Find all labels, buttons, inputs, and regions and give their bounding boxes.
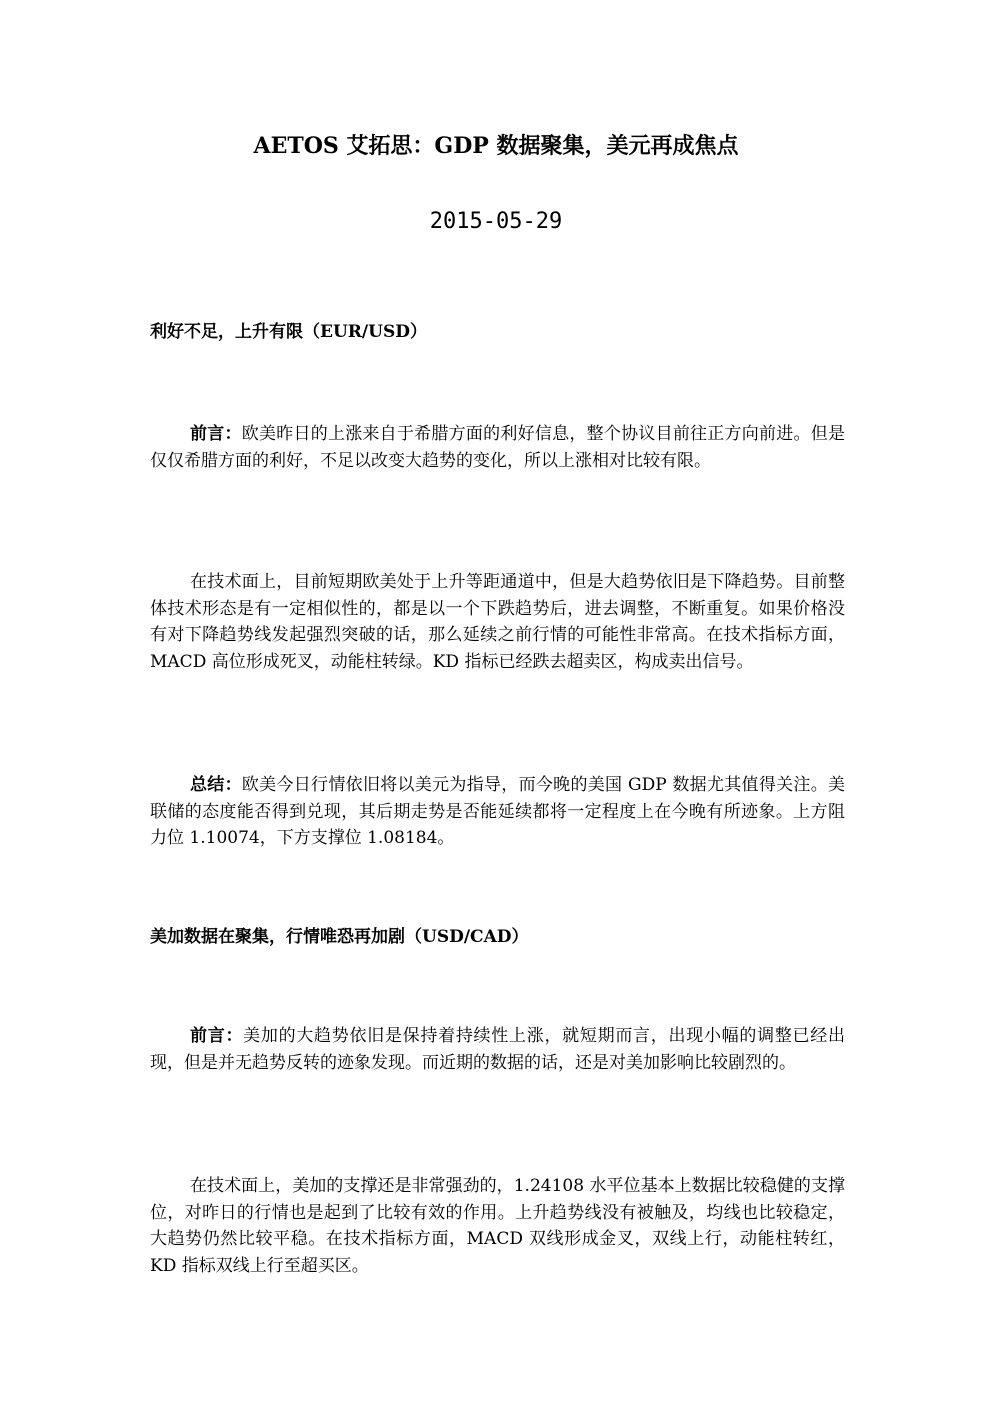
eurusd-intro-lead: 前言：	[190, 424, 242, 444]
usdcad-intro-lead: 前言：	[190, 1026, 244, 1046]
usdcad-technical-paragraph: 在技术面上，美加的支撑还是非常强劲的，1.24108 水平位基本上数据比较稳健的支撑位，对昨日的行情也是起到了比较有效的作用。上升趋势线没有被触及，均线也比较稳定，大趋势仍然比较平稳。在技术指标方面，MACD 双线形成金叉，双线上行，动能柱转红，KD 指标双线上行至超买区。	[150, 1176, 845, 1276]
eurusd-summary-lead: 总结：	[190, 775, 242, 795]
section-heading-eurusd: 利好不足，上升有限（EUR/USD）	[150, 322, 427, 342]
document-title: AETOS 艾拓思：GDP 数据聚集，美元再成焦点	[253, 133, 739, 159]
eurusd-intro-text: 欧美昨日的上涨来自于希腊方面的利好信息，整个协议目前往正方向前进。但是仅仅希腊方面的利好，不足以改变大趋势的变化，所以上涨相对比较有限。	[150, 424, 846, 471]
eurusd-summary-paragraph	[150, 772, 845, 852]
section-heading-usdcad: 美加数据在聚集，行情唯恐再加剧（USD/CAD）	[150, 927, 529, 947]
usdcad-intro-text: 美加的大趋势依旧是保持着持续性上涨，就短期而言，出现小幅的调整已经出现，但是并无趋势反转的迹象发现。而近期的数据的话，还是对美加影响比较剧烈的。	[150, 1026, 846, 1073]
eurusd-summary-text: 欧美今日行情依旧将以美元为指导，而今晚的美国 GDP 数据尤其值得关注。美联储的态度能否得到兑现，其后期走势是否能延续都将一定程度上在今晚有所迹象。上方阻力位 1.10074，下方支撑位 1.08184。	[150, 775, 845, 848]
document-date: 2015-05-29	[429, 209, 563, 234]
eurusd-technical-paragraph: 在技术面上，目前短期欧美处于上升等距通道中，但是大趋势依旧是下降趋势。目前整体技术形态是有一定相似性的，都是以一个下跌趋势后，进去调整，不断重复。如果价格没有对下降趋势线发起强烈突破的话，那么延续之前行情的可能性非常高。在技术指标方面，MACD 高位形成死叉，动能柱转绿。KD 指标已经跌去超卖区，构成卖出信号。	[150, 572, 845, 672]
usdcad-intro-paragraph	[150, 1023, 845, 1076]
eurusd-intro-paragraph	[150, 421, 845, 474]
